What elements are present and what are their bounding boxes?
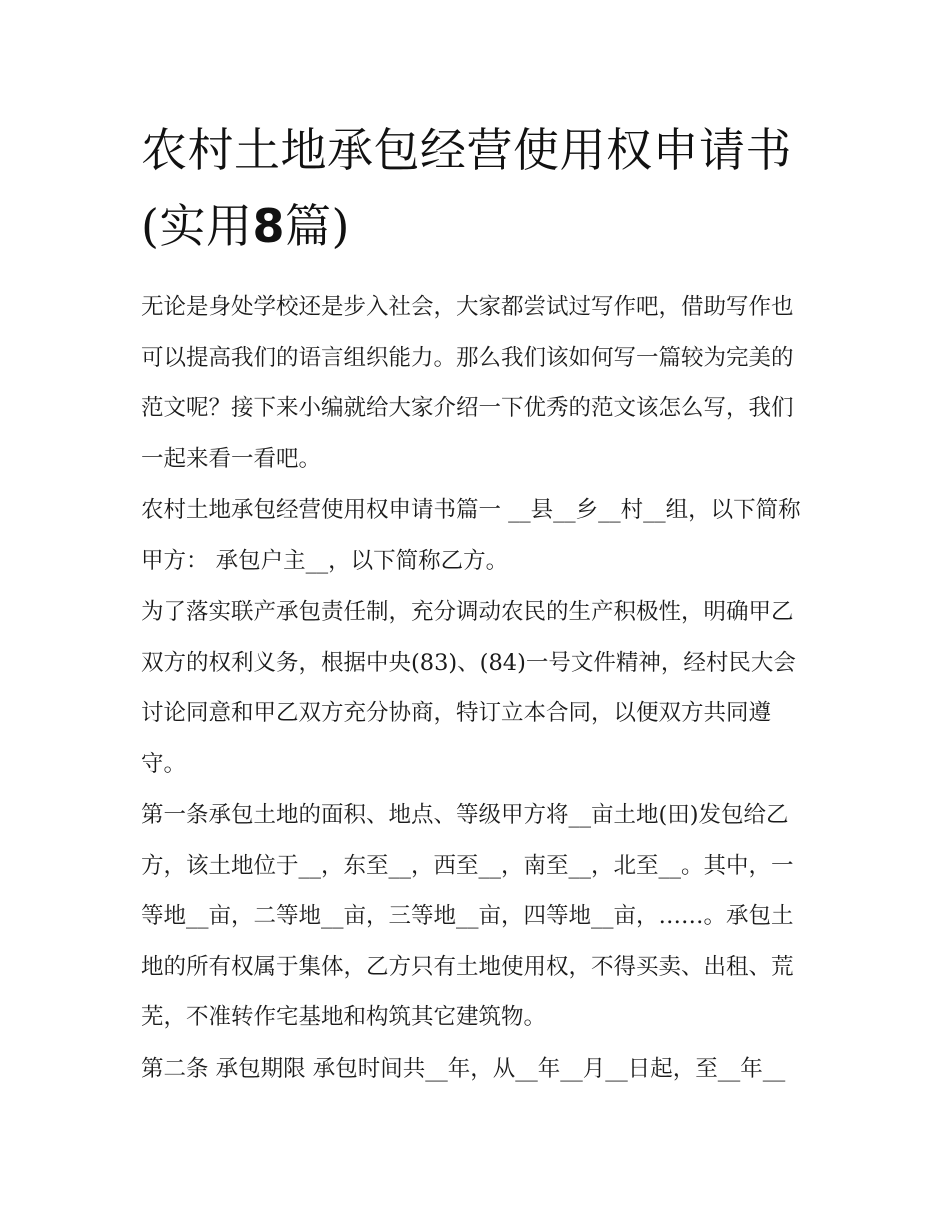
title-number: 8 bbox=[252, 199, 285, 253]
document-body bbox=[141, 112, 813, 1094]
title-suffix: 篇) bbox=[284, 199, 350, 253]
paragraph-intro: 无论是身处学校还是步入社会，大家都尝试过写作吧，借助写作也可以提高我们的语言组织能力。那么我们该如何写一篇较为完美的范文呢？接下来小编就给大家介绍一下优秀的范文该怎么写，我们一起来看一看吧。 bbox=[141, 294, 794, 472]
title-prefix: 农村土地承包经营使用权申请书(实用 bbox=[141, 123, 792, 253]
document-title bbox=[141, 112, 813, 264]
paragraph-parties: 农村土地承包经营使用权申请书篇一 __县__乡__村__组，以下简称甲方： 承包户主__，以下简称乙方。 bbox=[141, 497, 801, 574]
paragraph-article-2: 第二条 承包期限 承包时间共__年，从__年__月__日起，至__年__ bbox=[141, 1055, 786, 1082]
paragraph-article-1: 第一条承包土地的面积、地点、等级甲方将__亩土地(田)发包给乙方，该土地位于__，东至__，西至__，南至__，北至__。其中，一等地__亩，二等地__亩，三等地__亩，四等地__亩，……。承包土地的所有权属于集体，乙方只有土地使用权，不得买卖、出租、荒芜，不准转作宅基地和构筑其它建筑物。 bbox=[141, 802, 794, 1030]
paragraph-purpose: 为了落实联产承包责任制，充分调动农民的生产积极性，明确甲乙双方的权利义务，根据中央(83)、(84)一号文件精神，经村民大会讨论同意和甲乙双方充分协商，特订立本合同，以便双方共同遵守。 bbox=[141, 599, 796, 777]
